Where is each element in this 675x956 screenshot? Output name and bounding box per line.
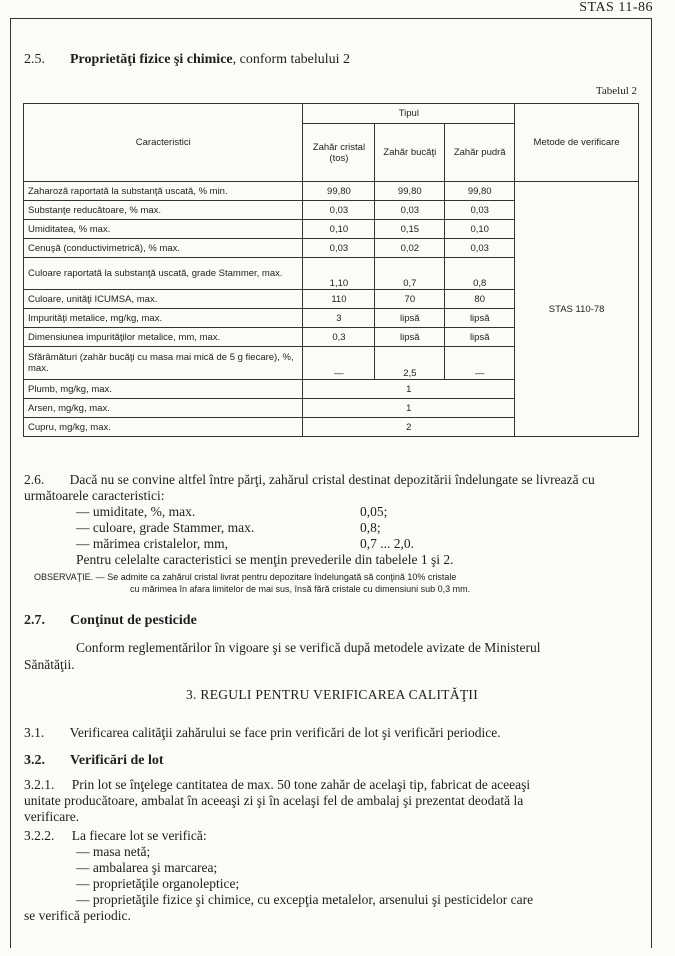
section-3-2-2-intro xyxy=(24,828,207,844)
row-name: Umiditatea, % max. xyxy=(24,220,303,239)
list-item: — culoare, grade Stammer, max. xyxy=(76,520,255,535)
header-powder: Zahăr pudră xyxy=(445,124,515,182)
cell-crystal: 0,03 xyxy=(303,201,375,220)
section-number: 3.2.1. xyxy=(24,777,55,792)
section-3-2-1-line-3: verificare. xyxy=(24,809,80,824)
section-title: Conţinut de pesticide xyxy=(70,613,197,628)
section-3-2-heading xyxy=(24,753,164,769)
row-name: Cupru, mg/kg, max. xyxy=(24,418,303,437)
cell-powder: 0,03 xyxy=(445,201,515,220)
header-type: Tipul xyxy=(303,104,515,124)
cell-powder: lipsă xyxy=(445,328,515,347)
cell-powder: — xyxy=(445,347,515,380)
note-label: OBSERVAŢIE. — xyxy=(34,572,105,582)
cell-powder: lipsă xyxy=(445,309,515,328)
header-cubes: Zahăr bucăţi xyxy=(375,124,445,182)
row-name: Culoare raportată la substanţă uscată, grade Stammer, max. xyxy=(24,258,303,290)
section-number: 3.2. xyxy=(24,753,45,768)
row-name: Substanţe reducătoare, % max. xyxy=(24,201,303,220)
section-title: Verificări de lot xyxy=(70,753,164,768)
section-text: Prin lot se înţelege cantitatea de max. 50 tone zahăr de acelaşi tip, fabricat de aceeaşi xyxy=(71,777,531,792)
row-name: Dimensiunea impurităţilor metalice, mm, max. xyxy=(24,328,303,347)
section-number: 2.7. xyxy=(24,613,45,628)
cell-powder: 80 xyxy=(445,290,515,309)
section-number: 2.5. xyxy=(24,52,45,67)
cell-powder: 99,80 xyxy=(445,182,515,201)
list-item: — ambalarea şi marcarea; xyxy=(76,860,218,875)
list-item: — umiditate, %, max. xyxy=(76,504,196,519)
section-2-7-text-1: Conform reglementărilor în vigoare şi se verifică după metodele avizate de Ministerul xyxy=(76,640,541,655)
row-name: Zaharoză raportată la substanţă uscată, % min. xyxy=(24,182,303,201)
section-text: La fiecare lot se verifică: xyxy=(71,828,207,843)
cell-crystal: 110 xyxy=(303,290,375,309)
row-name: Impurităţi metalice, mg/kg, max. xyxy=(24,309,303,328)
row-name: Culoare, unităţi ICUMSA, max. xyxy=(24,290,303,309)
header-methods: Metode de verificare xyxy=(515,104,639,182)
cell-cubes: 70 xyxy=(375,290,445,309)
cell-powder: 0,8 xyxy=(445,258,515,290)
list-item-continuation: se verifică periodic. xyxy=(24,908,131,923)
section-2-5-heading xyxy=(24,52,350,68)
cell-cubes: 99,80 xyxy=(375,182,445,201)
section-number: 3.2.2. xyxy=(24,828,55,843)
closing-text: Pentru celelalte caracteristici se menţin prevederile din tabelele 1 şi 2. xyxy=(76,552,454,567)
section-number: 3.1. xyxy=(24,725,45,740)
list-item-value: 0,8; xyxy=(360,520,381,535)
row-name: Sfărâmături (zahăr bucăţi cu masa mai mică de 5 g fiecare), %, max. xyxy=(24,347,303,380)
list-item: — masa netă; xyxy=(76,844,151,859)
cell-crystal: 1,10 xyxy=(303,258,375,290)
cell-merged: 1 xyxy=(303,380,515,399)
cell-merged: 2 xyxy=(303,418,515,437)
section-3-1 xyxy=(24,725,501,741)
cell-crystal: 0,03 xyxy=(303,239,375,258)
row-name: Arsen, mg/kg, max. xyxy=(24,399,303,418)
cell-cubes: 0,02 xyxy=(375,239,445,258)
section-3-2-1-line-1 xyxy=(24,777,530,793)
table-row xyxy=(24,182,639,201)
list-item: — mărimea cristalelor, mm, xyxy=(76,536,229,551)
document-code: STAS 11-86 xyxy=(579,0,653,15)
note-line-1 xyxy=(34,572,456,583)
cell-cubes: 2,5 xyxy=(375,347,445,380)
section-text: Verificarea calităţii zahărului se face prin verificări de lot şi verificări periodice. xyxy=(69,725,501,740)
section-title: Proprietăţi fizice şi chimice xyxy=(70,52,233,67)
cell-crystal: — xyxy=(303,347,375,380)
list-item: — proprietăţile organoleptice; xyxy=(76,876,240,891)
cell-merged: 1 xyxy=(303,399,515,418)
header-crystal: Zahăr cristal (tos) xyxy=(303,124,375,182)
section-2-6-intro xyxy=(24,472,640,504)
section-title-rest: , conform tabelului 2 xyxy=(232,52,351,67)
section-2-7-text-2: Sănătăţii. xyxy=(24,657,75,672)
header-characteristics: Caracteristici xyxy=(24,104,303,182)
section-2-7-heading xyxy=(24,613,197,629)
cell-crystal: 99,80 xyxy=(303,182,375,201)
section-3-2-1-line-2: unitate producătoare, ambalat în aceeaşi zi şi în acelaşi fel de ambalaj şi prezentat deodată la xyxy=(24,793,524,808)
cell-crystal: 0,10 xyxy=(303,220,375,239)
cell-cubes: lipsă xyxy=(375,309,445,328)
row-name: Plumb, mg/kg, max. xyxy=(24,380,303,399)
method-cell: STAS 110-78 xyxy=(515,182,639,437)
list-item-value: 0,05; xyxy=(360,504,388,519)
cell-crystal: 3 xyxy=(303,309,375,328)
table-label: Tabelul 2 xyxy=(595,85,637,97)
list-item: — proprietăţile fizice şi chimice, cu excepţia metalelor, arsenului şi pesticidelor care xyxy=(76,892,534,907)
cell-cubes: 0,15 xyxy=(375,220,445,239)
cell-cubes: 0,7 xyxy=(375,258,445,290)
section-number: 2.6. xyxy=(24,472,45,487)
note-text: Se admite ca zahărul cristal livrat pentru depozitare îndelungată să conţină 10% cristale xyxy=(107,572,457,582)
cell-crystal: 0,3 xyxy=(303,328,375,347)
note-line-2: cu mărimea în afara limitelor de mai sus, însă fără cristale cu dimensiuni sub 0,3 mm. xyxy=(130,584,471,594)
chapter-3-title: 3. REGULI PENTRU VERIFICAREA CALITĂŢII xyxy=(186,687,479,702)
cell-powder: 0,10 xyxy=(445,220,515,239)
row-name: Cenuşă (conductivimetrică), % max. xyxy=(24,239,303,258)
cell-cubes: lipsă xyxy=(375,328,445,347)
cell-cubes: 0,03 xyxy=(375,201,445,220)
cell-powder: 0,03 xyxy=(445,239,515,258)
properties-table xyxy=(23,103,639,437)
list-item-value: 0,7 ... 2,0. xyxy=(360,536,414,551)
section-text: Dacă nu se convine altfel între părţi, zahărul cristal destinat depozitării îndelungate se livrează cu următoarele caracteristici: xyxy=(24,472,595,503)
